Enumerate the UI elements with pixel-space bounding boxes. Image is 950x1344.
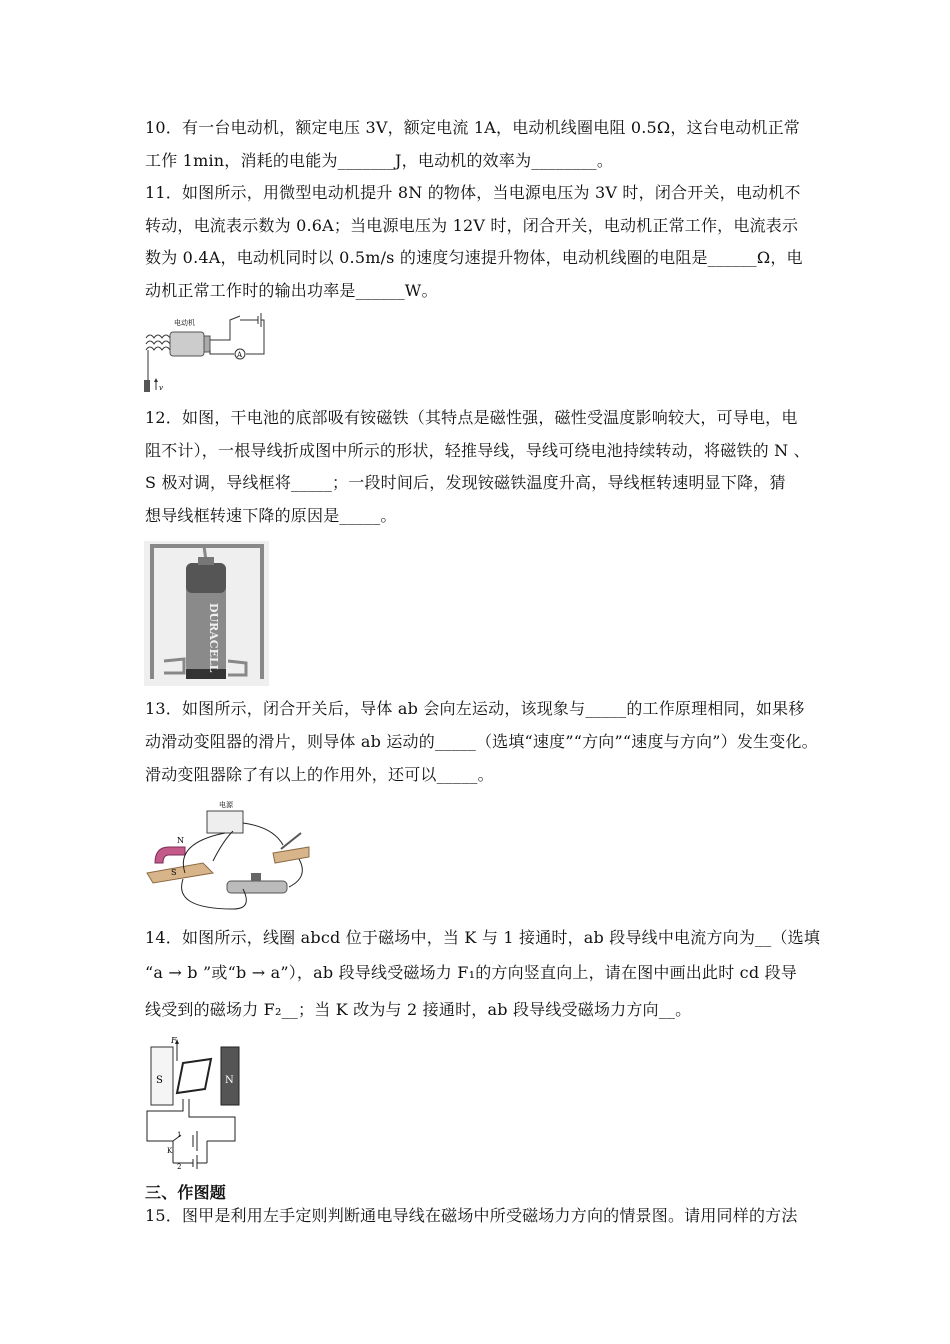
q12-line-3: S 极对调，导线框将_____；一段时间后，发现铵磁铁温度升高，导线框转速明显下降，猜 [145,473,786,492]
magnet-n-label: N [177,836,184,845]
q11-line-4: 动机正常工作时的输出功率是______W。 [145,281,438,300]
coil-magnet-figure [143,1035,243,1170]
rheostat-icon [227,881,287,893]
q14-line-1: 14．如图所示，线圈 abcd 位于磁场中，当 K 与 1 接通时，ab 段导线中电流方向为__（选填 [145,928,821,947]
ammeter-label: A [237,351,243,359]
q14-line-3: 线受到的磁场力 F₂__；当 K 改为与 2 接通时，ab 段导线受磁场力方向__。 [145,1000,692,1019]
battery-wire-figure [144,541,269,686]
force-f-label: F [171,1036,177,1045]
q11-line-1: 11．如图所示，用微型电动机提升 8N 的物体，当电源电压为 3V 时，闭合开关，电动机不 [145,183,801,202]
pole-s-label: S [156,1075,163,1086]
q10-line-2: 工作 1min，消耗的电能为_______J，电动机的效率为________。 [145,151,614,170]
q11-line-2: 转动，电流表示数为 0.6A；当电源电压为 12V 时，闭合开关，电动机正常工作，电流表示 [145,216,799,235]
q14-line-2: “a → b ”或“b → a”），ab 段导线受磁场力 F₁的方向竖直向上，请在图中画出此时 cd 段导 [145,963,797,982]
motor-body [170,332,204,356]
section-3-heading: 三、作图题 [145,1183,227,1202]
pole-n-label: N [225,1075,234,1086]
q12-line-4: 想导线框转速下降的原因是_____。 [145,506,397,525]
switch-icon [273,847,309,863]
switch-k-label: K [167,1147,173,1155]
q11-line-3: 数为 0.4A，电动机同时以 0.5m/s 的速度匀速提升物体，电动机线圈的电阻是______Ω，电 [145,248,803,267]
motor-label: 电动机 [174,319,195,327]
rail-circuit-figure [143,793,313,918]
power-supply-icon [207,811,243,833]
battery-brand-label: DURACELL [207,603,220,673]
q12-line-1: 12．如图，干电池的底部吸有铵磁铁（其特点是磁性强，磁性受温度影响较大，可导电，电 [145,408,798,427]
velocity-label: v [159,384,163,392]
magnet-s-label: S [171,868,177,877]
power-supply-label: 电源 [219,801,233,809]
q12-line-2: 阻不计），一根导线折成图中所示的形状，轻推导线，导线可绕电池持续转动，将磁铁的 N 、 [145,441,810,460]
q10-line-1: 10．有一台电动机，额定电压 3V，额定电流 1A，电动机线圈电阻 0.5Ω，这台电动机正常 [145,118,800,137]
q13-line-2: 动滑动变阻器的滑片，则导体 ab 运动的_____（选填“速度”“方向”“速度与方向”）发生变化。 [145,732,818,751]
q13-line-1: 13．如图所示，闭合开关后，导体 ab 会向左运动，该现象与_____的工作原理相同，如果移 [145,699,805,718]
coil-abcd [177,1059,211,1093]
terminal-2-label: 2 [177,1163,182,1170]
q15-line-1: 15．图甲是利用左手定则判断通电导线在磁场中所受磁场力方向的情景图。请用同样的方法 [145,1206,798,1225]
motor-circuit-figure [140,310,270,395]
terminal-1-label: 1 [177,1131,182,1139]
weight-block [144,380,150,392]
q13-line-3: 滑动变阻器除了有以上的作用外，还可以_____。 [145,765,494,784]
